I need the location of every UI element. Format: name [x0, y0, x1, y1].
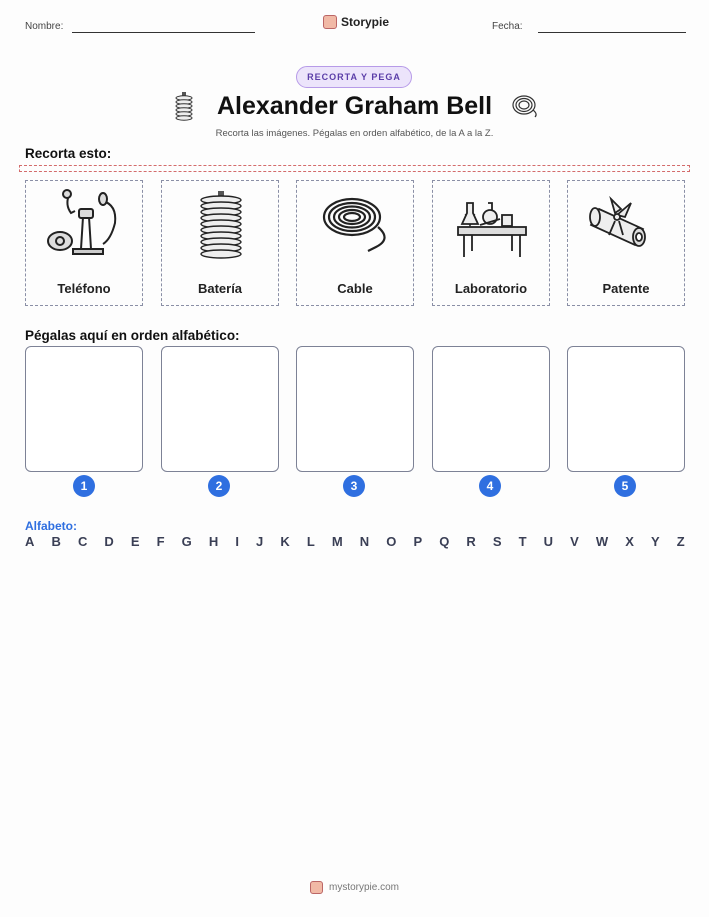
- alphabet-letter: I: [235, 534, 239, 549]
- card-label: Cable: [337, 281, 373, 296]
- cut-card-bateria[interactable]: [161, 180, 279, 306]
- page-title: Alexander Graham Bell: [216, 92, 493, 120]
- name-label: Nombre:: [25, 21, 64, 32]
- cable-coil-icon: [511, 94, 539, 118]
- footer-site: mystorypie.com: [328, 882, 399, 893]
- slot-number-badge: 4: [479, 475, 501, 497]
- date-line[interactable]: [538, 32, 686, 33]
- paste-slot-3[interactable]: [296, 346, 414, 472]
- card-label: Batería: [197, 281, 243, 296]
- alphabet-letter: D: [104, 534, 114, 549]
- alphabet-letter: P: [413, 534, 423, 549]
- cut-card-patente[interactable]: [567, 180, 685, 306]
- alphabet-letter: S: [492, 534, 502, 549]
- alphabet-letter: T: [518, 534, 527, 549]
- slot-number-badge: 2: [208, 475, 230, 497]
- slot-number-badge: 1: [73, 475, 95, 497]
- paste-slot-1[interactable]: [25, 346, 143, 472]
- alphabet-letter: X: [625, 534, 634, 549]
- battery-icon: [181, 189, 261, 259]
- paste-slot-5[interactable]: [567, 346, 685, 472]
- alphabet-letter: K: [280, 534, 290, 549]
- alphabet-letter: Q: [439, 534, 450, 549]
- laboratory-icon: [452, 189, 532, 259]
- alphabet-letter: R: [466, 534, 476, 549]
- alphabet-letter: B: [51, 534, 61, 549]
- alphabet-letter: G: [181, 534, 192, 549]
- alphabet-letter: L: [306, 534, 315, 549]
- slot-number-badge: 5: [614, 475, 636, 497]
- telephone-icon: [45, 189, 125, 259]
- paste-slot-2[interactable]: [161, 346, 279, 472]
- paste-slot-4[interactable]: [432, 346, 550, 472]
- card-label: Laboratorio: [454, 281, 528, 296]
- alphabet-letter: O: [386, 534, 397, 549]
- alphabet-letter: J: [256, 534, 264, 549]
- alphabet-heading: Alfabeto:: [25, 519, 77, 533]
- alphabet-letter: V: [570, 534, 579, 549]
- footer: [0, 881, 709, 894]
- alphabet-letter: C: [77, 534, 88, 549]
- alphabet-letter: W: [595, 534, 609, 549]
- name-line[interactable]: [72, 32, 255, 33]
- alphabet-letter: U: [543, 534, 554, 549]
- activity-tag: RECORTA Y PEGA: [296, 66, 412, 88]
- cut-card-laboratorio[interactable]: [432, 180, 550, 306]
- card-label: Teléfono: [57, 281, 111, 296]
- date-label: Fecha:: [492, 21, 523, 32]
- paste-section-heading: Pégalas aquí en orden alfabético:: [25, 328, 240, 343]
- alphabet-letter: N: [359, 534, 370, 549]
- cable-icon: [316, 189, 396, 259]
- alphabet-letter: A: [25, 534, 35, 549]
- patent-scroll-icon: [587, 189, 667, 259]
- alphabet-row: [25, 534, 685, 549]
- cut-card-telefono[interactable]: [25, 180, 143, 306]
- cut-line: [19, 165, 690, 172]
- alphabet-letter: Y: [650, 534, 660, 549]
- alphabet-letter: E: [130, 534, 140, 549]
- instructions: Recorta las imágenes. Pégalas en orden alfabético, de la A a la Z.: [215, 128, 494, 139]
- alphabet-letter: H: [208, 534, 219, 549]
- alphabet-letter: F: [156, 534, 165, 549]
- card-label: Patente: [602, 281, 650, 296]
- storypie-mark-icon: [310, 881, 323, 894]
- alphabet-letter: Z: [676, 534, 685, 549]
- brand-name: Storypie: [341, 15, 390, 29]
- cut-card-cable[interactable]: [296, 180, 414, 306]
- slot-number-badge: 3: [343, 475, 365, 497]
- alphabet-letter: M: [331, 534, 343, 549]
- storypie-mark-icon: [323, 15, 337, 29]
- cut-section-heading: Recorta esto:: [25, 146, 112, 161]
- storypie-logo: [323, 15, 389, 29]
